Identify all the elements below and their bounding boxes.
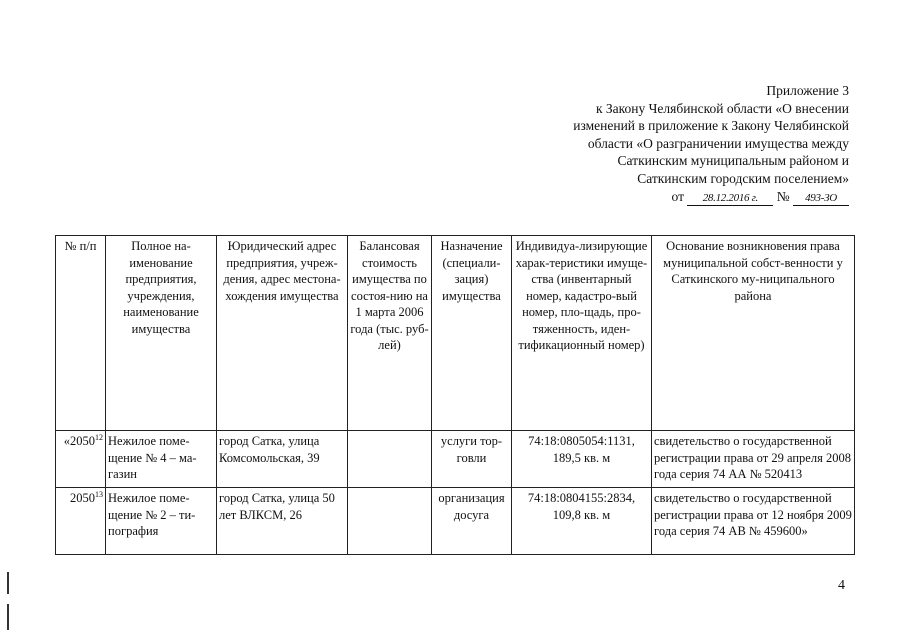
table-row <box>56 488 855 555</box>
cell-value <box>348 431 432 488</box>
header-purpose: Назначение (специали-зация) имущества <box>432 236 512 431</box>
law-number: 493-ЗО <box>793 191 849 206</box>
appendix-line: изменений в приложение к Закону Челябинской <box>573 118 849 134</box>
table-row <box>56 431 855 488</box>
appendix-date-line <box>573 188 849 206</box>
header-address: Юридический адрес предприятия, учреж-дения, адрес местона-хождения имущества <box>217 236 348 431</box>
row-number-sup: 13 <box>95 490 103 499</box>
from-label: от <box>671 188 684 204</box>
row-number-sup: 12 <box>95 433 103 442</box>
scan-margin-mark <box>7 604 9 630</box>
cell-purpose: услуги тор-говли <box>432 431 512 488</box>
cell-characteristics: 74:18:0804155:2834, 109,8 кв. м <box>512 488 652 555</box>
appendix-header <box>573 82 849 206</box>
appendix-line: области «О разграничении имущества между <box>587 135 849 151</box>
cell-name: Нежилое поме-щение № 4 – ма-газин <box>106 431 217 488</box>
header-name: Полное на-именование предприятия, учреждения, наименование имущества <box>106 236 217 431</box>
cell-address: город Сатка, улица Комсомольская, 39 <box>217 431 348 488</box>
cell-value <box>348 488 432 555</box>
header-value: Балансовая стоимость имущества по состоя-нию на 1 марта 2006 года (тыс. руб-лей) <box>348 236 432 431</box>
scan-margin-mark <box>7 572 9 594</box>
row-number: 2050 <box>70 491 95 505</box>
appendix-line: к Закону Челябинской области «О внесении <box>595 100 849 116</box>
law-date: 28.12.2016 г. <box>687 191 773 206</box>
cell-basis: свидетельство о государственной регистрации права от 12 ноября 2009 года серия 74 АВ № 459600» <box>652 488 855 555</box>
appendix-line: Саткинским городским поселением» <box>637 170 849 186</box>
cell-address: город Сатка, улица 50 лет ВЛКСМ, 26 <box>217 488 348 555</box>
number-label: № <box>776 188 790 204</box>
header-characteristics: Индивидуа-лизирующие харак-теристики имуще-ства (инвентарный номер, кадастро-вый номер, пло-щадь, про-тяженность, иден-тификационный номер) <box>512 236 652 431</box>
cell-number <box>56 431 106 488</box>
cell-purpose: организация досуга <box>432 488 512 555</box>
page-number: 4 <box>838 578 845 593</box>
cell-number <box>56 488 106 555</box>
cell-name: Нежилое поме-щение № 2 – ти-пография <box>106 488 217 555</box>
appendix-title: Приложение 3 <box>766 83 849 98</box>
property-table <box>55 235 855 555</box>
header-number: № п/п <box>56 236 106 431</box>
table-header-row <box>56 236 855 431</box>
cell-characteristics: 74:18:0805054:1131, 189,5 кв. м <box>512 431 652 488</box>
header-basis: Основание возникновения права муниципальной собст-венности у Саткинского му-ниципального района <box>652 236 855 431</box>
appendix-line: Саткинским муниципальным районом и <box>617 153 849 169</box>
cell-basis: свидетельство о государственной регистрации права от 29 апреля 2008 года серия 74 АА № 520413 <box>652 431 855 488</box>
row-number: «2050 <box>63 434 95 448</box>
